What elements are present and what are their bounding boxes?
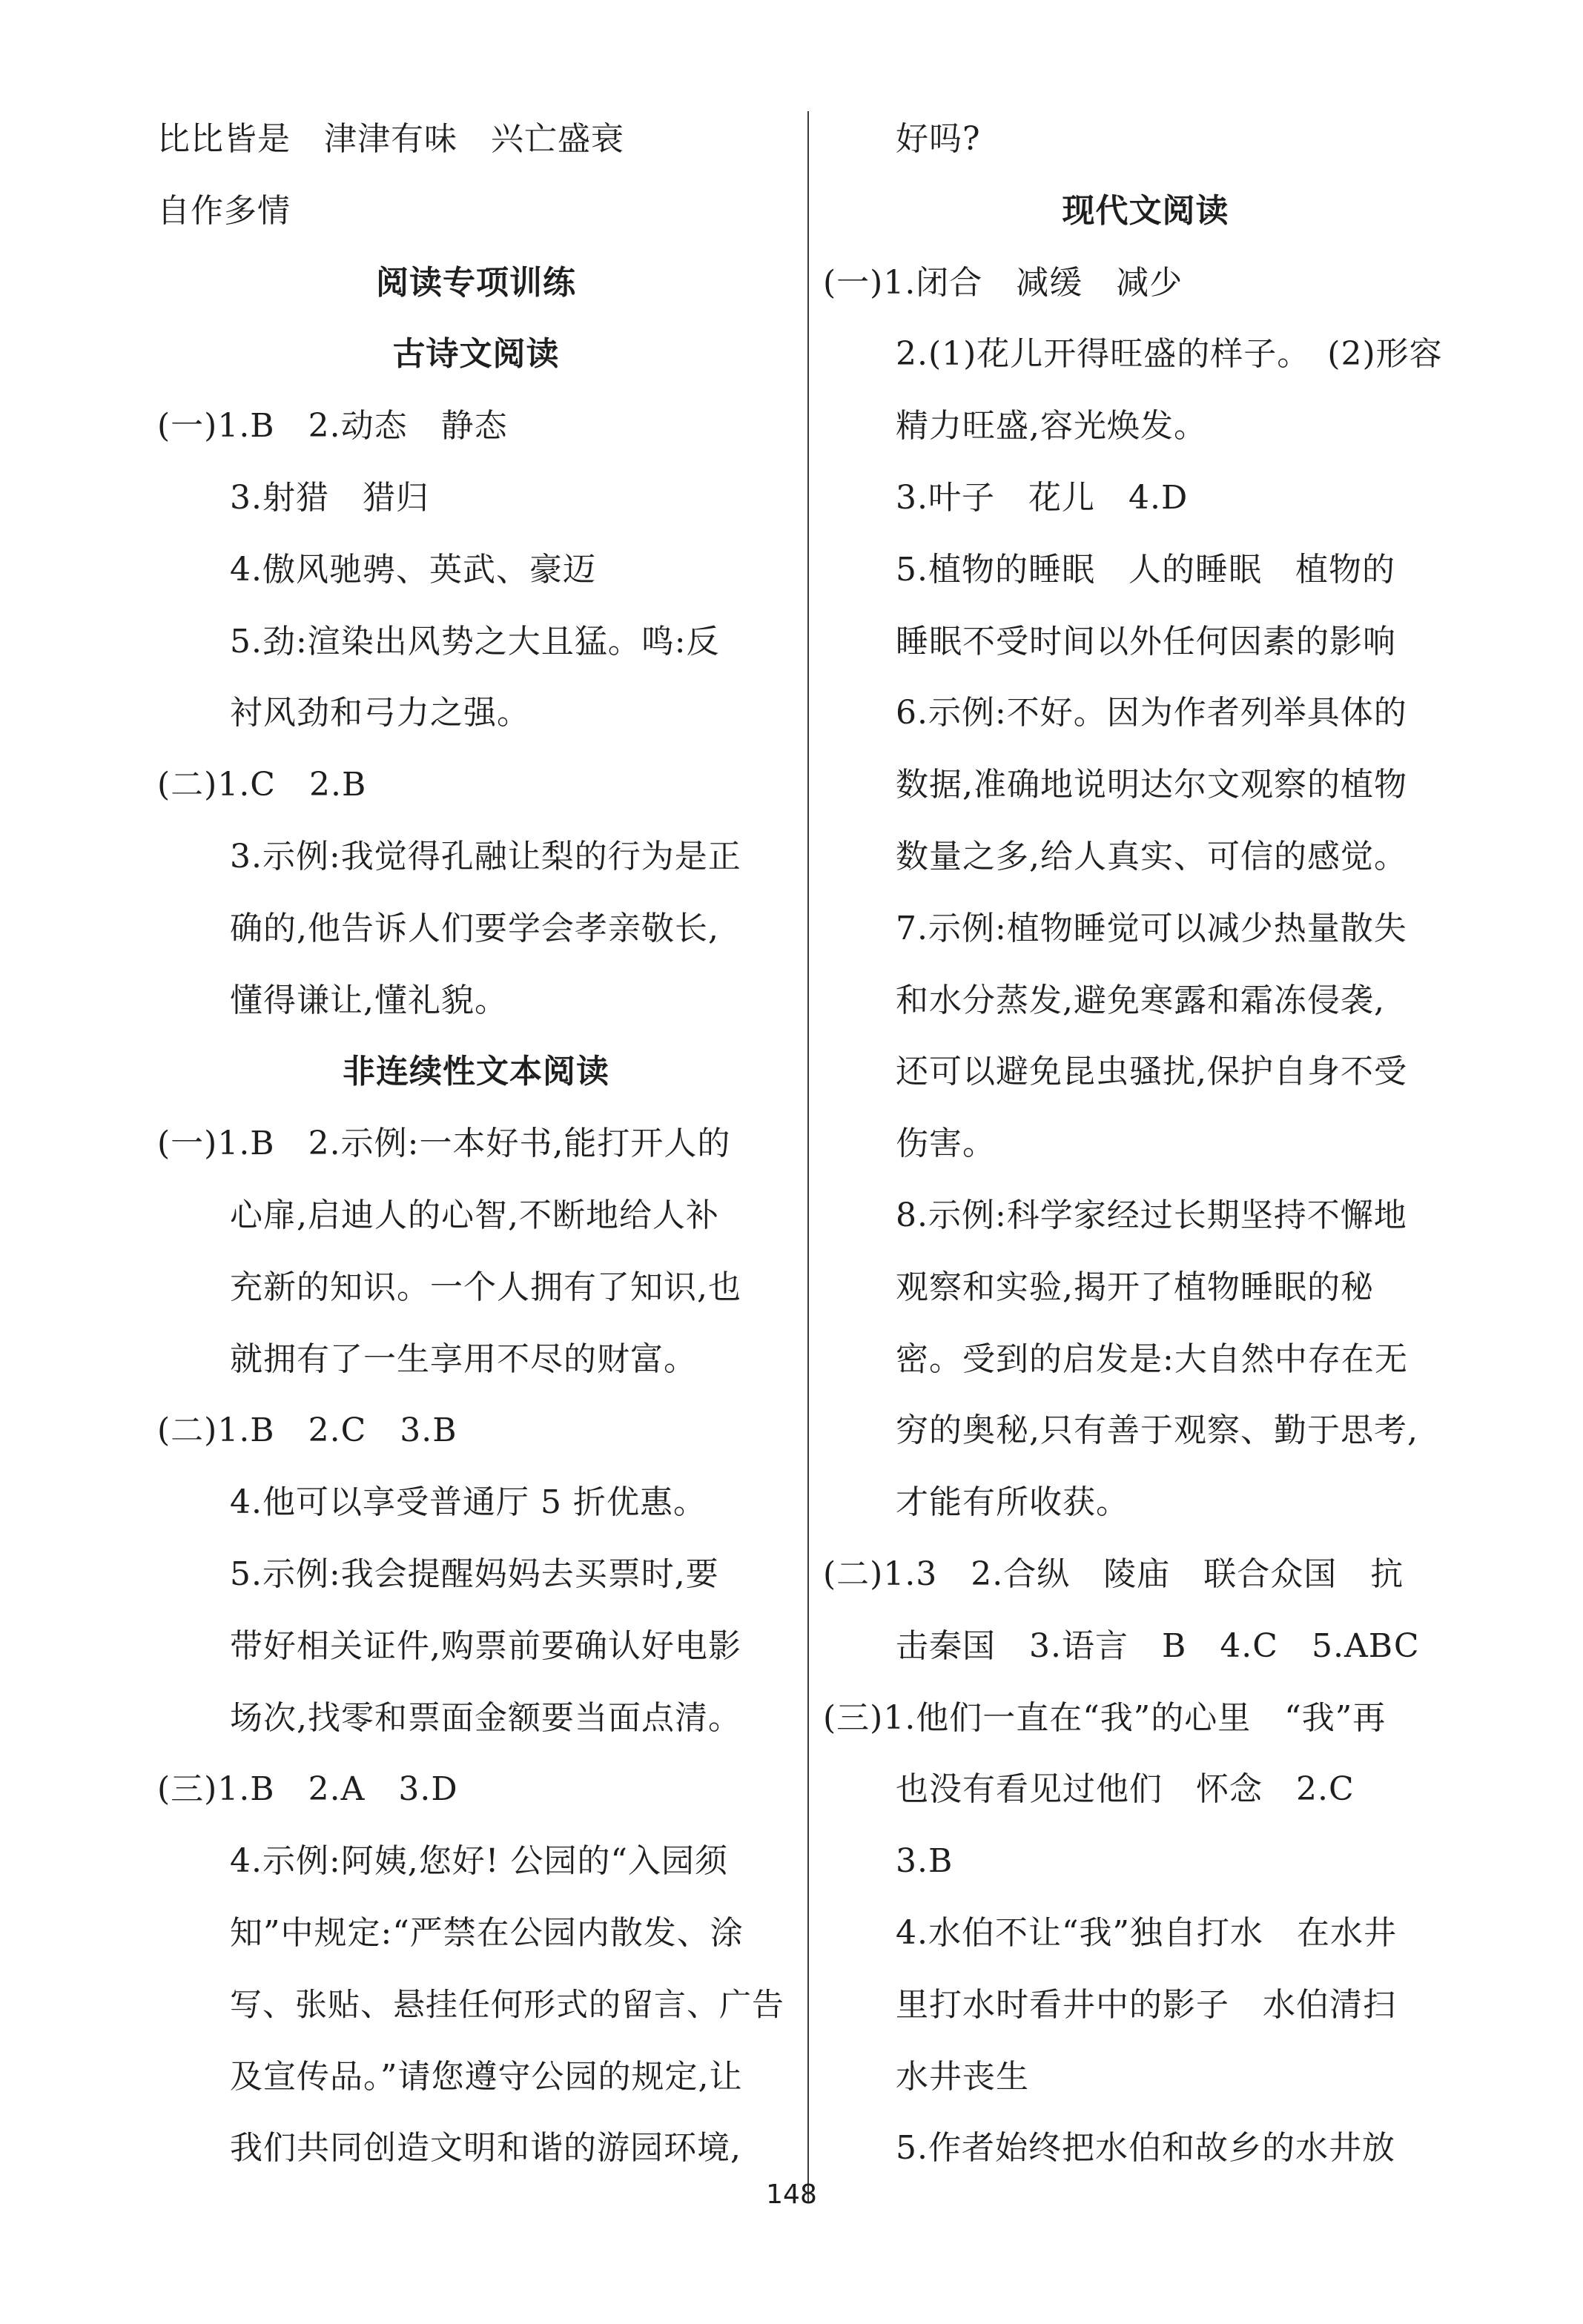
answer-line: 5.作者始终把水伯和故乡的水井放: [896, 2129, 1395, 2168]
answer-line: 6.示例:不好。因为作者列举具体的: [896, 694, 1407, 732]
answer-line: 水井丧生: [896, 2057, 1029, 2096]
section-heading: 古诗文阅读: [392, 335, 560, 374]
column-divider: [807, 111, 809, 2202]
answer-line: 8.示例:科学家经过长期坚持不懈地: [896, 1196, 1407, 1234]
answer-line: 懂得谦让,懂礼貌。: [230, 981, 508, 1019]
answer-line: 衬风劲和弓力之强。: [230, 694, 530, 732]
answer-line: (一)1.闭合 减缓 减少: [823, 263, 1183, 302]
left-column: [157, 104, 795, 2209]
answer-line: 数据,准确地说明达尔文观察的植物: [896, 766, 1407, 804]
answer-line: 密。受到的启发是:大自然中存在无: [896, 1340, 1408, 1378]
answer-line: 数量之多,给人真实、可信的感觉。: [896, 837, 1407, 875]
answer-line: 知”中规定:“严禁在公园内散发、涂: [230, 1913, 744, 1952]
answer-line: 伤害。: [896, 1125, 996, 1163]
answer-line: 3.叶子 花儿 4.D: [896, 478, 1189, 517]
right-column: [823, 104, 1468, 2209]
answer-line: 好吗?: [896, 120, 981, 158]
answer-line: 观察和实验,揭开了植物睡眠的秘: [896, 1268, 1374, 1306]
answer-line: 就拥有了一生享用不尽的财富。: [230, 1340, 697, 1378]
answer-line: 4.他可以享受普通厅 5 折优惠。: [230, 1483, 707, 1522]
answer-line: (二)1.3 2.合纵 陵庙 联合众国 抗: [823, 1555, 1404, 1593]
answer-line: 带好相关证件,购票前要确认好电影: [230, 1626, 741, 1665]
answer-line: 比比皆是 津津有味 兴亡盛衰: [157, 120, 624, 158]
answer-line: (一)1.B 2.示例:一本好书,能打开人的: [157, 1125, 731, 1163]
answer-line: 及宣传品。”请您遵守公园的规定,让: [230, 2057, 743, 2096]
answer-line: 写、张贴、悬挂任何形式的留言、广告: [230, 1986, 784, 2024]
answer-line: 充新的知识。一个人拥有了知识,也: [230, 1268, 741, 1306]
answer-line: 2.(1)花儿开得旺盛的样子。 (2)形容: [896, 335, 1443, 374]
answer-line: 睡眠不受时间以外任何因素的影响: [896, 622, 1396, 661]
answer-line: 4.示例:阿姨,您好! 公园的“入园须: [230, 1842, 728, 1881]
answer-line: 确的,他告诉人们要学会孝亲敬长,: [230, 909, 719, 947]
answer-line: 7.示例:植物睡觉可以减少热量散失: [896, 909, 1407, 947]
page-number: 148: [766, 2179, 817, 2210]
answer-line: (三)1.他们一直在“我”的心里 “我”再: [823, 1698, 1387, 1737]
answer-line: 3.B: [896, 1842, 954, 1881]
answer-line: (三)1.B 2.A 3.D: [157, 1770, 458, 1809]
answer-line: 自作多情: [157, 191, 291, 230]
answer-line: 精力旺盛,容光焕发。: [896, 407, 1207, 446]
answer-line: 5.示例:我会提醒妈妈去买票时,要: [230, 1555, 719, 1593]
answer-line: 场次,找零和票面金额要当面点清。: [230, 1698, 741, 1737]
answer-line: 里打水时看井中的影子 水伯清扫: [896, 1985, 1396, 2024]
answer-line: 才能有所收获。: [896, 1483, 1129, 1522]
answer-line: 5.劲:渲染出风势之大且猛。鸣:反: [230, 622, 720, 661]
answer-line: (二)1.C 2.B: [157, 766, 367, 804]
answer-line: 穷的奥秘,只有善于观察、勤于思考,: [896, 1411, 1418, 1450]
answer-line: 还可以避免昆虫骚扰,保护自身不受: [896, 1053, 1407, 1091]
section-heading: 阅读专项训练: [376, 263, 576, 302]
answer-line: 3.射猎 猎归: [230, 478, 429, 517]
answer-line: (二)1.B 2.C 3.B: [157, 1411, 457, 1450]
answer-line: 心扉,启迪人的心智,不断地给人补: [230, 1196, 719, 1234]
section-heading: 现代文阅读: [1062, 191, 1229, 230]
section-heading: 非连续性文本阅读: [343, 1053, 609, 1091]
answer-line: 击秦国 3.语言 B 4.C 5.ABC: [896, 1626, 1420, 1665]
answer-line: (一)1.B 2.动态 静态: [157, 407, 508, 446]
answer-line: 4.傲风驰骋、英武、豪迈: [230, 550, 596, 589]
answer-line: 和水分蒸发,避免寒露和霜冻侵袭,: [896, 981, 1385, 1019]
answer-line: 4.水伯不让“我”独自打水 在水井: [896, 1913, 1397, 1952]
answer-line: 我们共同创造文明和谐的游园环境,: [230, 2129, 741, 2168]
answer-line: 也没有看见过他们 怀念 2.C: [896, 1770, 1355, 1809]
answer-line: 3.示例:我觉得孔融让梨的行为是正: [230, 837, 741, 875]
answer-line: 5.植物的睡眠 人的睡眠 植物的: [896, 550, 1395, 589]
